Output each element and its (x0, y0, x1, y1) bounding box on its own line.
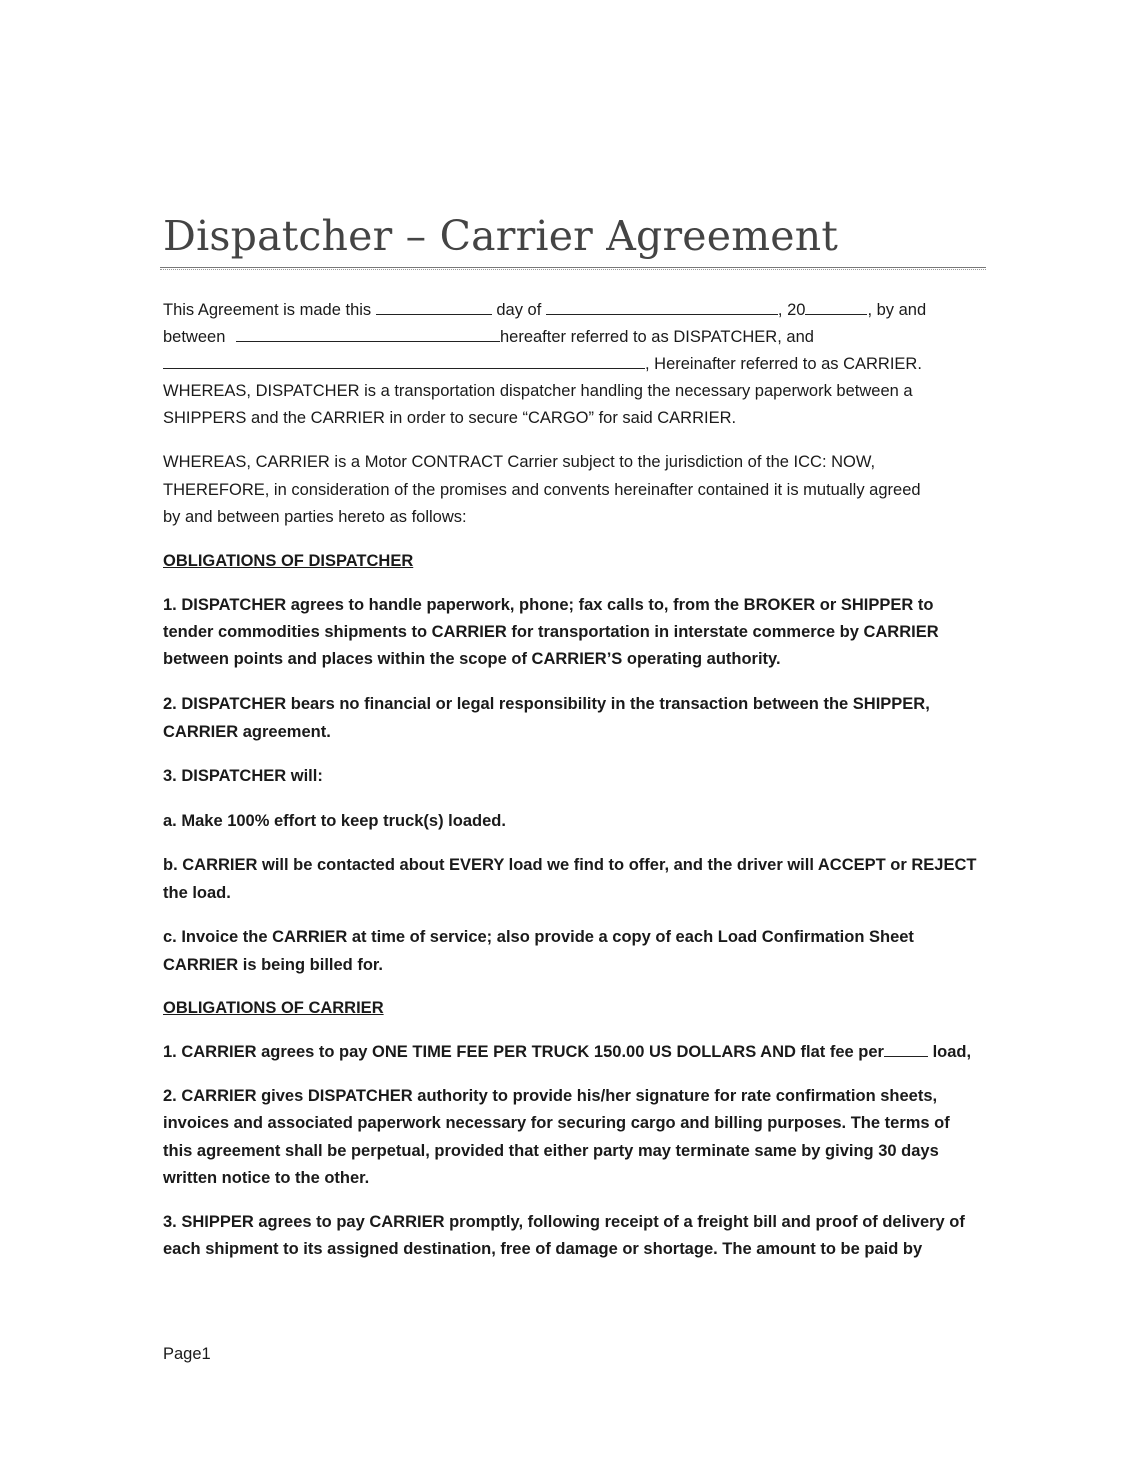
clause-line: c. Invoice the CARRIER at time of service; also provide a copy of each Load Confirmation Sheet (163, 928, 914, 946)
whereas-line: by and between parties hereto as follows: (163, 508, 467, 526)
intro-text: hereafter referred to as DISPATCHER, and (499, 328, 814, 346)
year-blank (805, 300, 867, 315)
clause-line: invoices and associated paperwork necessary for securing cargo and billing purposes. The terms of (163, 1114, 950, 1132)
intro-line-3 (163, 354, 922, 374)
carrier-obligations-heading: OBLIGATIONS OF CARRIER (163, 999, 384, 1017)
intro-line-4: WHEREAS, DISPATCHER is a transportation dispatcher handling the necessary paperwork between a (163, 382, 913, 400)
clause-line: CARRIER agreement. (163, 723, 331, 741)
clause-line: 3. DISPATCHER will: (163, 767, 323, 785)
clause-line: the load. (163, 884, 231, 902)
page-number: Page1 (163, 1345, 211, 1363)
intro-text: between (163, 328, 226, 346)
clause-line (163, 1042, 971, 1062)
clause-line: 2. CARRIER gives DISPATCHER authority to provide his/her signature for rate confirmation sheets, (163, 1087, 938, 1105)
intro-line-2 (163, 327, 814, 347)
clause-text: load, (932, 1043, 972, 1061)
clause-line: 2. DISPATCHER bears no financial or legal responsibility in the transaction between the SHIPPER, (163, 695, 930, 713)
dispatcher-obligations-heading: OBLIGATIONS OF DISPATCHER (163, 552, 414, 570)
intro-line-5: SHIPPERS and the CARRIER in order to secure “CARGO” for said CARRIER. (163, 409, 737, 427)
intro-line-1 (163, 300, 926, 320)
clause-line: each shipment to its assigned destination, free of damage or shortage. The amount to be paid by (163, 1240, 923, 1258)
whereas-line: THEREFORE, in consideration of the promises and convents hereinafter contained it is mutually agreed (163, 481, 921, 499)
clause-line: 1. DISPATCHER agrees to handle paperwork, phone; fax calls to, from the BROKER or SHIPPER to (163, 596, 934, 614)
clause-line: a. Make 100% effort to keep truck(s) loaded. (163, 812, 506, 830)
whereas-line: WHEREAS, CARRIER is a Motor CONTRACT Carrier subject to the jurisdiction of the ICC: NOW, (163, 453, 876, 471)
intro-text: day of (496, 301, 542, 319)
clause-line: between points and places within the scope of CARRIER’S operating authority. (163, 650, 781, 668)
clause-line: 3. SHIPPER agrees to pay CARRIER promptly, following receipt of a freight bill and proof of delivery of (163, 1213, 965, 1231)
intro-text: This Agreement is made this (163, 301, 372, 319)
intro-text: , 20 (777, 301, 806, 319)
fee-blank (884, 1042, 928, 1057)
carrier-name-blank (163, 354, 645, 369)
document-title: Dispatcher – Carrier Agreement (163, 212, 839, 260)
month-blank (546, 300, 778, 315)
intro-text: , Hereinafter referred to as CARRIER. (645, 355, 922, 373)
dispatcher-name-blank (236, 327, 500, 342)
clause-text: 1. CARRIER agrees to pay ONE TIME FEE PER TRUCK 150.00 US DOLLARS AND flat fee per (163, 1043, 884, 1061)
day-blank (376, 300, 492, 315)
clause-line: this agreement shall be perpetual, provided that either party may terminate same by giving 30 days (163, 1142, 939, 1160)
title-divider (160, 267, 986, 270)
clause-line: b. CARRIER will be contacted about EVERY load we find to offer, and the driver will ACCEPT or REJECT (163, 856, 977, 874)
clause-line: CARRIER is being billed for. (163, 956, 384, 974)
clause-line: tender commodities shipments to CARRIER for transportation in interstate commerce by CARRIER (163, 623, 939, 641)
intro-text: , by and (867, 301, 927, 319)
clause-line: written notice to the other. (163, 1169, 370, 1187)
